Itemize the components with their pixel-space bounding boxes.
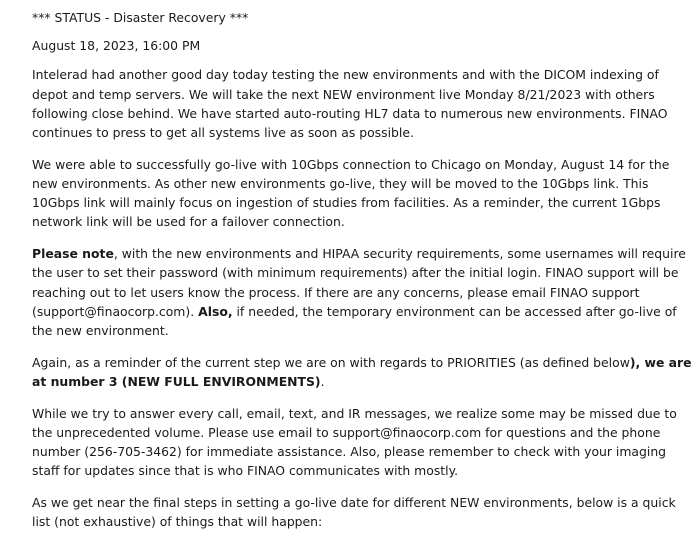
text-line: Intelerad had another good day today testing the new environments and with the DICOM indexing of [32,67,659,83]
text-line [32,372,661,391]
paragraph-contact [32,404,677,481]
text-line: continues to press to get all systems live as soon as possible. [32,125,414,141]
bold-also: Also, [198,303,233,319]
text-line: new environments. As other new environments go-live, they will be moved to the 10Gbps link. This [32,176,649,192]
text-line: following close behind. We have started auto-routing HL7 data to numerous new environments. FINAO [32,105,668,121]
paragraph-final-steps [32,493,676,531]
text-line: the user to set their password (with minimum requirements) after the initial login. FINAO support will be [32,265,679,281]
text-line [32,353,692,372]
text-line: We were able to successfully go-live with 10Gbps connection to Chicago on Monday, August 14 for the [32,156,670,172]
text-line: reaching out to let users know the process. If there are any concerns, please email FINAO support [32,284,640,300]
paragraph-please-note [32,244,686,340]
text-line: the unprecedented volume. Please use email to support@finaocorp.com for questions and the phone [32,425,661,441]
bold-please-note: Please note [32,246,114,262]
paragraph-priorities [32,353,692,391]
document-title: *** STATUS - Disaster Recovery *** [32,10,249,25]
text-line: staff for updates since that is who FINAO communicates with mostly. [32,463,459,479]
paragraph-network-link [32,155,670,232]
text-line: While we try to answer every call, email, text, and IR messages, we realize some may be missed due to [32,405,677,421]
bold-priority-number: at number 3 (NEW FULL ENVIRONMENTS) [32,374,321,390]
text-span: (support@finaocorp.com). [32,303,199,319]
text-span: Again, as a reminder of the current step we are on with regards to PRIORITIES (as defined below [32,354,630,370]
text-line [32,302,677,321]
text-span: . [320,374,325,390]
text-line: the new environment. [32,323,169,339]
document-date: August 18, 2023, 16:00 PM [32,38,201,54]
text-span: , with the new environments and HIPAA security requirements, some usernames will require [113,246,686,262]
text-line [32,244,686,263]
text-line: list (not exhaustive) of things that will happen: [32,514,323,530]
text-line: number (256-705-3462) for immediate assistance. Also, please remember to check with your imaging [32,444,667,460]
text-line: As we get near the final steps in setting a go-live date for different NEW environments, below is a quick [32,495,676,511]
text-line: depot and temp servers. We will take the next NEW environment live Monday 8/21/2023 with others [32,86,655,102]
text-line: network link will be used for a failover connection. [32,214,345,230]
text-line: 10Gbps link will mainly focus on ingestion of studies from facilities. As a reminder, the current 1Gbps [32,195,661,211]
paragraph-testing-update [32,65,668,142]
text-span: if needed, the temporary environment can be accessed after go-live of [232,303,677,319]
bold-we-are: ), we are [629,354,692,370]
